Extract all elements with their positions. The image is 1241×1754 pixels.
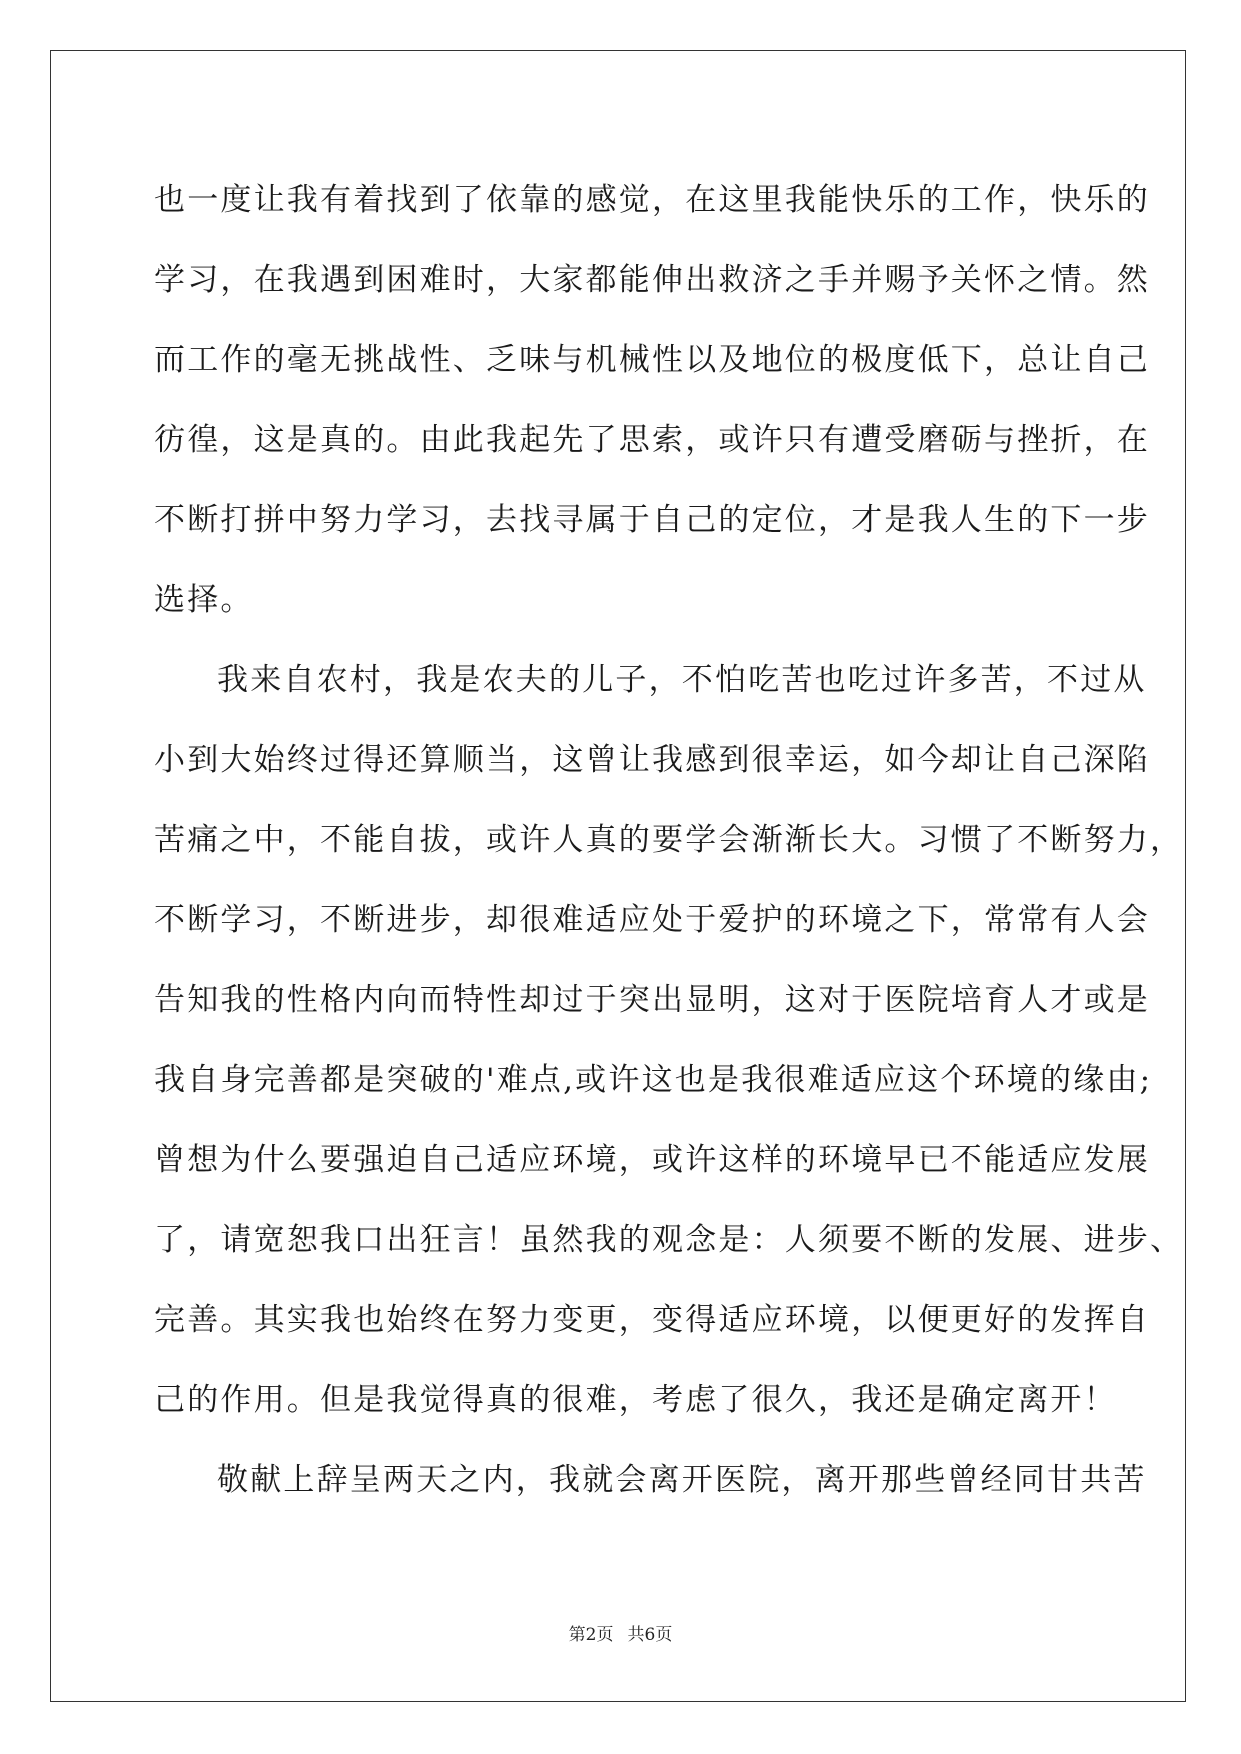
paragraph-start-line: 敬献上辞呈两天之内，我就会离开医院，离开那些曾经同甘共苦: [217, 1462, 1147, 1498]
text-line: 我自身完善都是突破的'难点,或许这也是我很难适应这个环境的缘由;: [154, 1062, 1153, 1098]
text-line: 曾想为什么要强迫自己适应环境，或许这样的环境早已不能适应发展: [154, 1142, 1150, 1178]
text-line: 了，请宽恕我口出狂言！虽然我的观念是：人须要不断的发展、进步、: [154, 1222, 1184, 1258]
text-line: 小到大始终过得还算顺当，这曾让我感到很幸运，如今却让自己深陷: [154, 742, 1150, 778]
page-number-current: 第2页: [568, 1625, 614, 1645]
text-line: 不断打拼中努力学习，去找寻属于自己的定位，才是我人生的下一步: [154, 502, 1150, 538]
text-line: 也一度让我有着找到了依靠的感觉，在这里我能快乐的工作，快乐的: [154, 182, 1150, 218]
text-line: 彷徨，这是真的。由此我起先了思索，或许只有遭受磨砺与挫折，在: [154, 422, 1150, 458]
page-number-total: 共6页: [627, 1625, 673, 1645]
text-line: 不断学习，不断进步，却很难适应处于爱护的环境之下，常常有人会: [154, 902, 1150, 938]
document-body: [154, 160, 1184, 1520]
text-line: 选择。: [154, 582, 254, 618]
text-line: 己的作用。但是我觉得真的很难，考虑了很久，我还是确定离开！: [154, 1382, 1117, 1418]
text-line: 完善。其实我也始终在努力变更，变得适应环境，以便更好的发挥自: [154, 1302, 1150, 1338]
paragraph-start-line: 我来自农村，我是农夫的儿子，不怕吃苦也吃过许多苦，不过从: [217, 662, 1147, 698]
text-line: 告知我的性格内向而特性却过于突出显明，这对于医院培育人才或是: [154, 982, 1150, 1018]
text-line: 而工作的毫无挑战性、乏味与机械性以及地位的极度低下，总让自己: [154, 342, 1150, 378]
page-footer: [0, 1620, 1241, 1645]
text-line: 学习，在我遇到困难时，大家都能伸出救济之手并赐予关怀之情。然: [154, 262, 1150, 298]
text-line: 苦痛之中，不能自拔，或许人真的要学会渐渐长大。习惯了不断努力，: [154, 822, 1184, 858]
